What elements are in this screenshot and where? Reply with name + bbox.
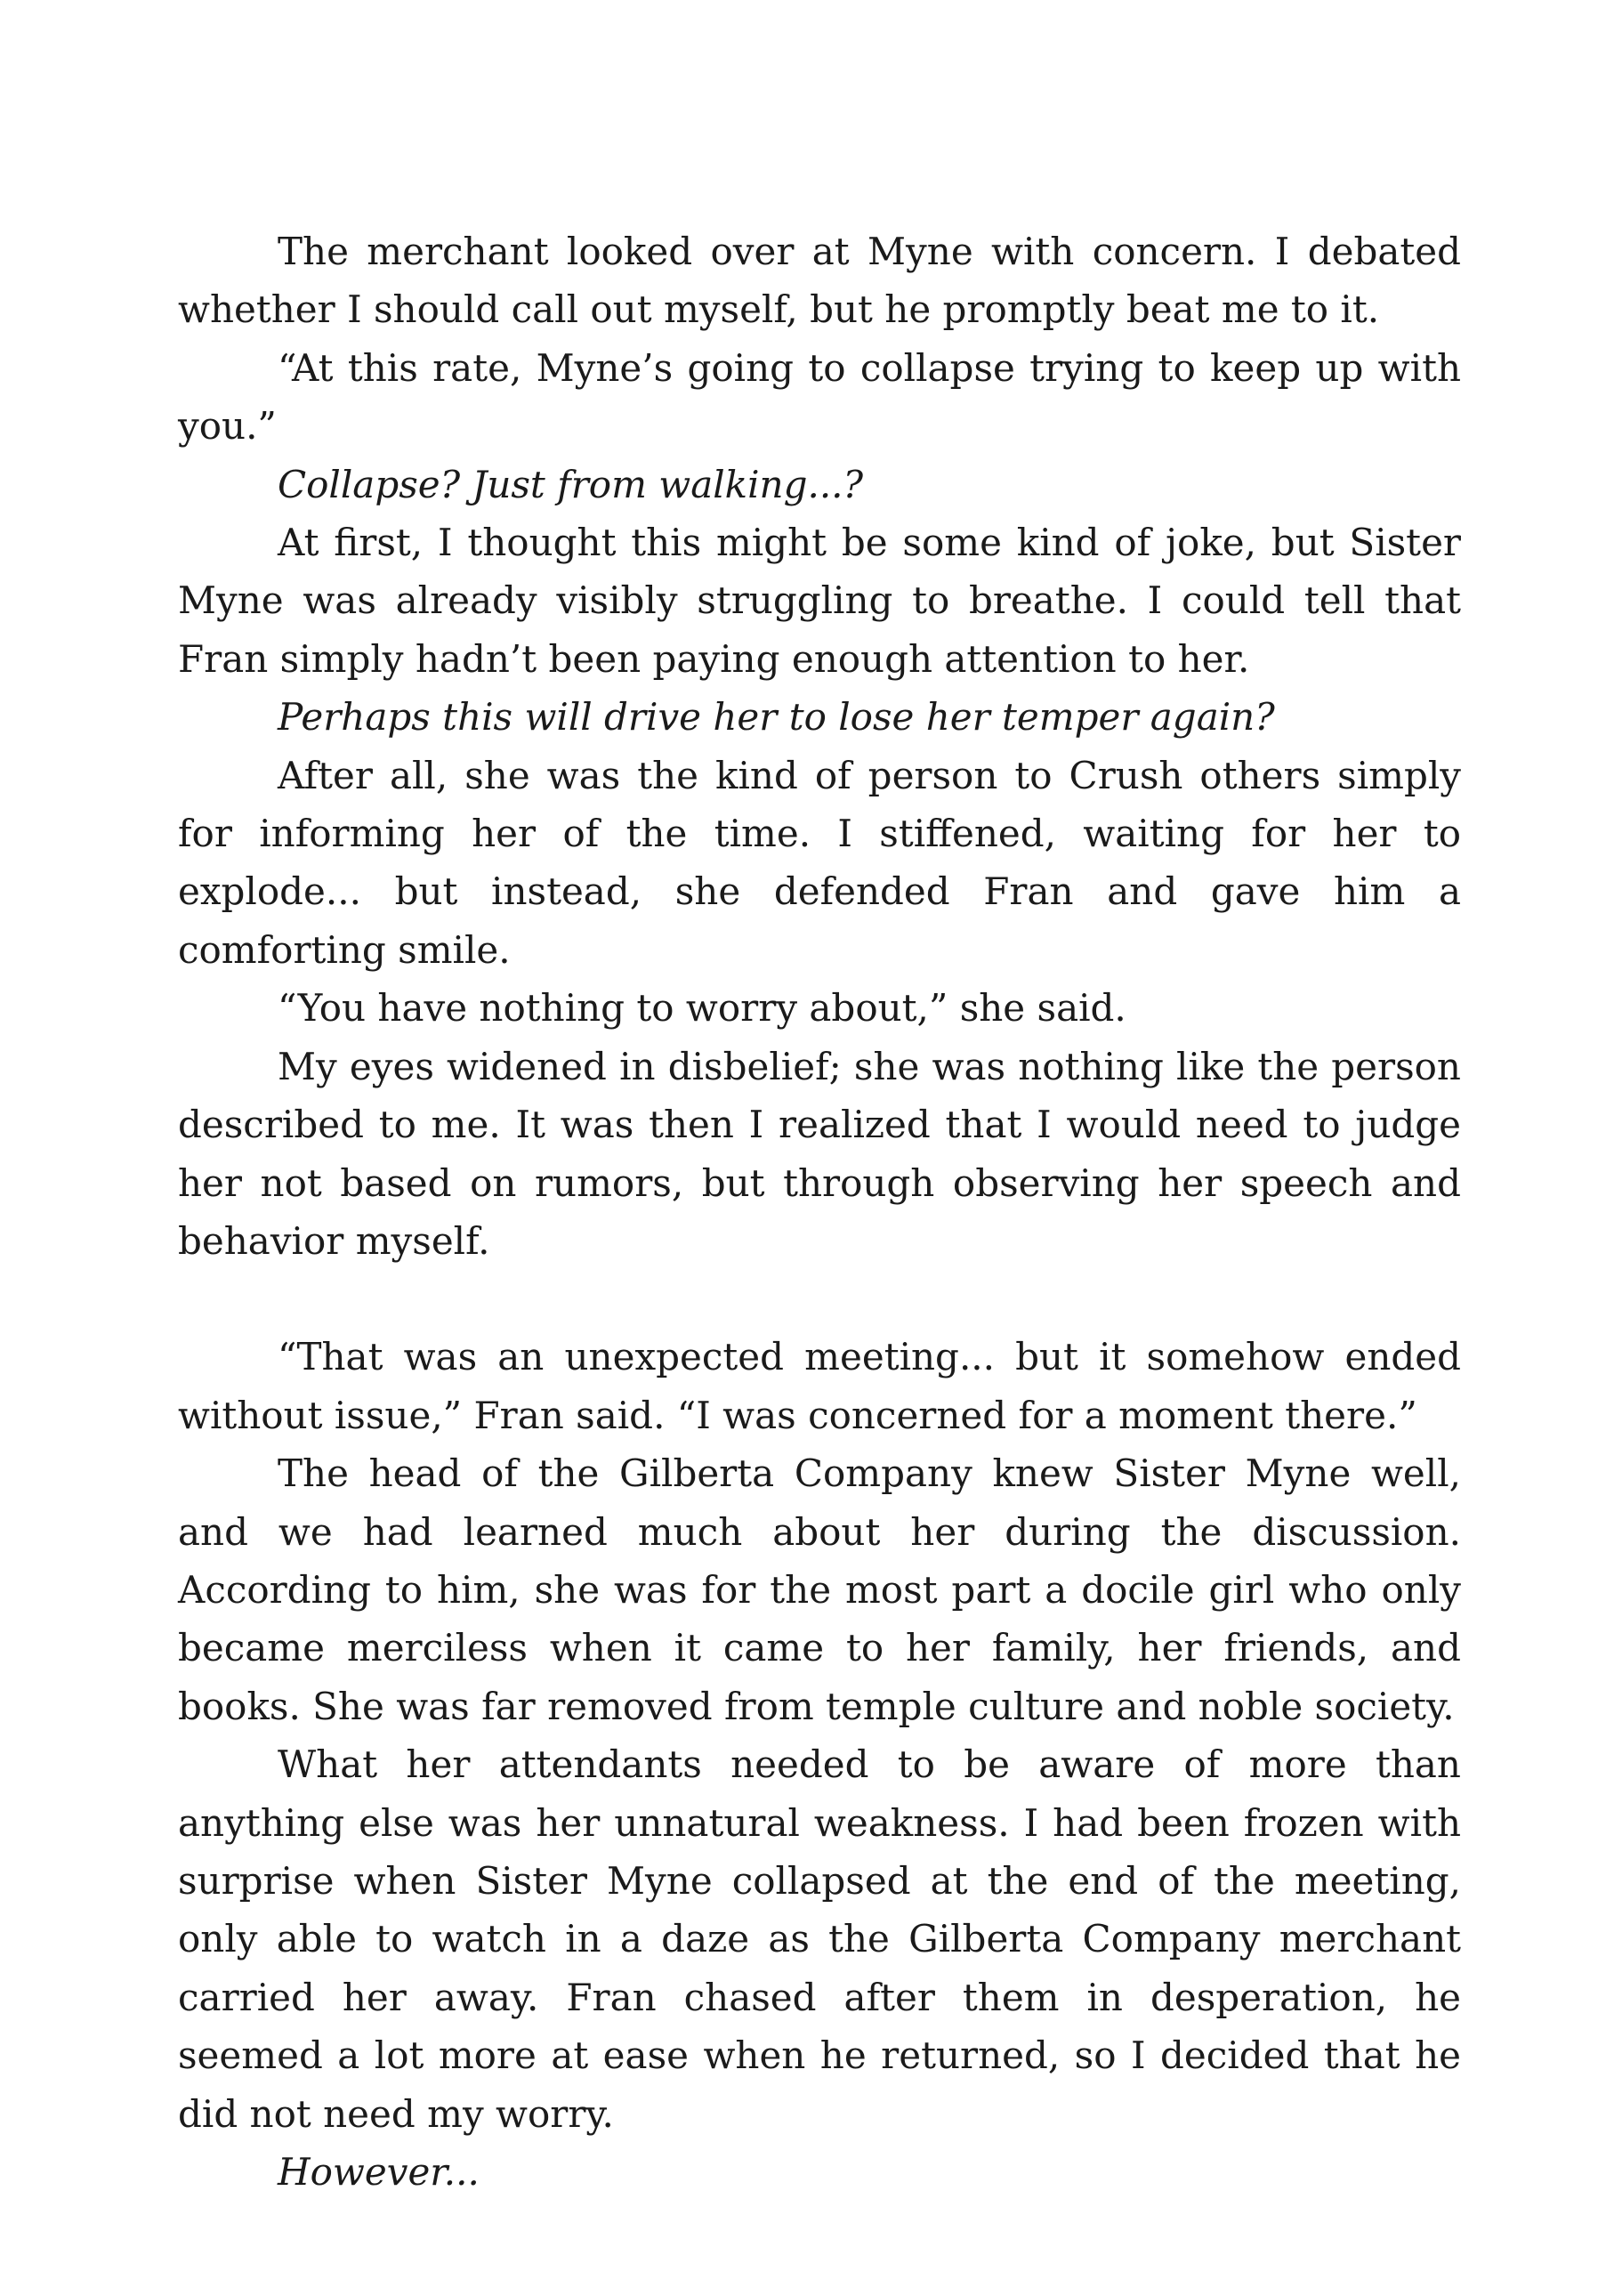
paragraph: What her attendants needed to be aware of more than anything else was her unnatural weakness. I had been frozen with surprise when Sister Myne collapsed at the end of the meeting, only able to watch in a daze as the Gilberta Company merchant carried her away. Fran chased after them in desperation, he seemed a lot more at ease when he returned, so I decided that he did not need my worry. [178, 1742, 1461, 2136]
paragraph: At first, I thought this might be some kind of joke, but Sister Myne was already visibly struggling to breathe. I could tell that Fran simply hadn’t been paying enough attention to her. [178, 521, 1461, 681]
inner-thought: Perhaps this will drive her to lose her temper again? [278, 695, 1275, 740]
paragraph: “That was an unexpected meeting... but it somehow ended without issue,” Fran said. “I was concerned for a moment there.” [178, 1335, 1461, 1437]
book-page [178, 222, 1461, 2201]
inner-thought: Collapse? Just from walking...? [278, 462, 864, 506]
paragraph: “At this rate, Myne’s going to collapse trying to keep up with you.” [178, 345, 1461, 449]
paragraph: My eyes widened in disbelief; she was nothing like the person described to me. It was then I realized that I would need to judge her not based on rumors, but through observing her speech and behavior myself. [178, 1044, 1461, 1263]
inner-thought: However... [278, 2150, 480, 2194]
paragraph: After all, she was the kind of person to Crush others simply for informing her of the time. I stiffened, waiting for her to explode... but instead, she defended Fran and gave him a comforting smile. [178, 753, 1461, 972]
paragraph: The head of the Gilberta Company knew Sister Myne well, and we had learned much about her during the discussion. According to him, she was for the most part a docile girl who only became merciless when it came to her family, her friends, and books. She was far removed from temple culture and noble society. [178, 1451, 1461, 1728]
paragraph: The merchant looked over at Myne with concern. I debated whether I should call out myself, but he promptly beat me to it. [178, 230, 1461, 332]
paragraph: “You have nothing to worry about,” she said. [278, 986, 1126, 1031]
scene-break [178, 1270, 1461, 1328]
